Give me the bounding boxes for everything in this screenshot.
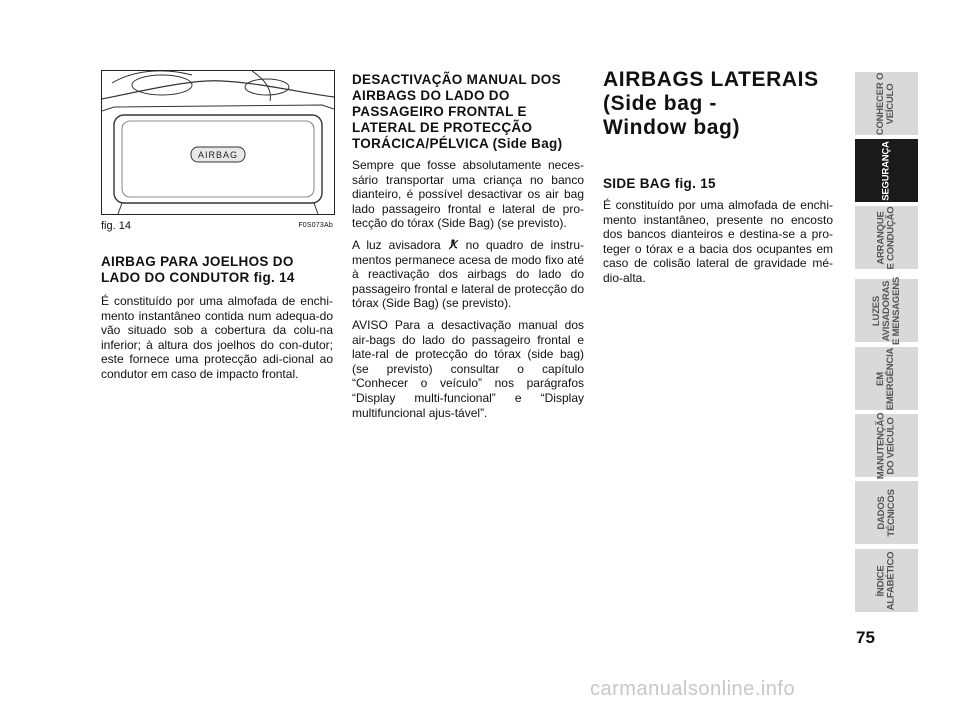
tab-indice-alfabetico[interactable] <box>855 549 918 612</box>
side-bag-heading: SIDE BAG fig. 15 <box>603 176 716 191</box>
tab-label: EM EMERGÊNCIA <box>875 347 897 410</box>
figure-airbag-knee <box>101 70 335 215</box>
deactivation-paragraph-1: Sempre que fosse absolutamente neces-sário transportar uma criança no banco dianteiro, é possível desactivar os air bag lado passageiro frontal e lateral de pro-tecção do tórax (Side Bag) (se previsto). <box>352 158 584 231</box>
tab-label: CONHECER O VEÍCULO <box>875 72 897 135</box>
knee-airbag-text: É constituído por uma almofada de enchi-mento instantâneo contida num adequa-do vão situado sob a cobertura da colu-na inferior; à altura dos joelhos do con-dutor; este fornece uma protecção adi-cional ao condutor em caso de impacto frontal. <box>101 294 333 381</box>
tab-label: ARRANQUE E CONDUÇÃO <box>875 206 897 269</box>
tab-label: LUZES AVISADORAS E MENSAGENS <box>870 276 902 345</box>
airbag-off-warning-icon <box>448 239 459 250</box>
tab-label: MANUTENÇÃO DO VEÍCULO <box>875 412 897 479</box>
tab-manutencao-do-veiculo[interactable] <box>855 414 918 477</box>
tab-dados-tecnicos[interactable] <box>855 481 918 544</box>
deactivation-paragraph-3: AVISO Para a desactivação manual dos air-bags do lado do passageiro frontal e late-ral de protecção do tórax (side bag) (se previsto) consultar o capítulo “Conhecer o veículo” nos parágrafos “Display multi-funcional” e “Display multifuncional ajus-tável”. <box>352 317 584 420</box>
column-knee-airbag <box>101 254 333 382</box>
tab-conhecer-o-veiculo[interactable] <box>855 72 918 135</box>
section-title-line-2: (Side bag - <box>603 92 717 115</box>
side-bag-text: É constituído por uma almofada de enchi-mento instantâneo, presente no encosto dos bancos dianteiros e destina-se a pro-teger o tórax e a bacia dos ocupantes em caso de colisão lateral de gravidade mé-dio-alta. <box>603 198 833 285</box>
figure-number: fig. 14 <box>101 220 131 232</box>
column-side-airbags <box>603 68 833 286</box>
tab-luzes-avisadoras[interactable] <box>855 276 918 345</box>
warning-light-text-end: no quadro de instru-mentos permanece acesa de modo fixo até à reactivação dos airbags do lado do passageiro frontal e lateral de protecção do tórax (Side Bag) (se previsto). <box>352 237 584 311</box>
airbag-emblem-text: AIRBAG <box>197 150 239 160</box>
figure-code: F0S073Ab <box>298 222 333 229</box>
knee-airbag-heading: AIRBAG PARA JOELHOS DO LADO DO CONDUTOR fig. 14 <box>101 254 295 285</box>
watermark: carmanualsonline.info <box>590 678 796 700</box>
tab-label: ÍNDICE ALFABÉTICO <box>875 551 897 610</box>
tab-label: DADOS TÉCNICOS <box>875 488 897 537</box>
tab-em-emergencia[interactable] <box>855 347 918 410</box>
section-title <box>603 68 833 140</box>
tab-label: SEGURANÇA <box>880 140 892 201</box>
airbag-cover-illustration <box>102 71 334 214</box>
section-title-line-1: AIRBAGS LATERAIS <box>603 68 819 91</box>
page-number: 75 <box>856 628 875 647</box>
deactivation-heading: DESACTIVAÇÃO MANUAL DOS AIRBAGS DO LADO DO PASSAGEIRO FRONTAL E LATERAL DE PROTECÇÃO TORÁCICA/PÉLVICA (Side Bag) <box>352 72 563 151</box>
warning-light-text-start: A luz avisadora <box>352 237 448 252</box>
tab-seguranca[interactable] <box>855 139 918 202</box>
section-title-line-3: Window bag) <box>603 116 741 139</box>
deactivation-paragraph-2 <box>352 238 584 311</box>
column-manual-deactivation <box>352 72 584 420</box>
tab-arranque-e-conducao[interactable] <box>855 206 918 269</box>
